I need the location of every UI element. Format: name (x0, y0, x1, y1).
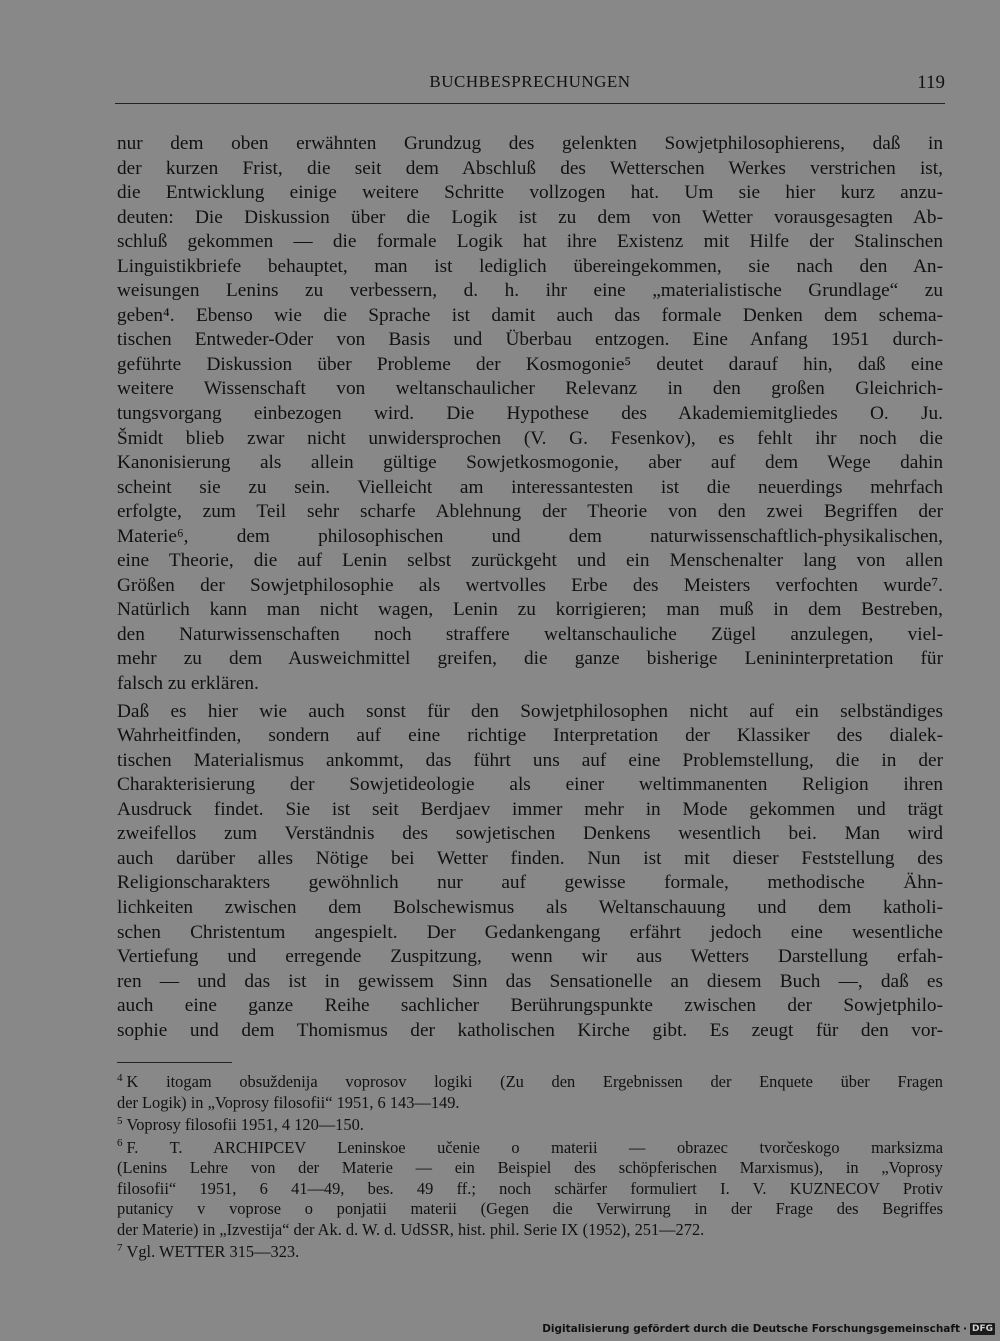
text-line: tungsvorgang einbezogen wird. Die Hypothese des Akademiemitgliedes O. Ju. (117, 403, 943, 425)
text-line: tischen Entweder-Oder von Basis und Überbau entzogen. Eine Anfang 1951 durch- (117, 329, 943, 351)
text-line: lichkeiten zwischen dem Bolschewismus als Weltanschauung und dem katholi- (117, 896, 943, 918)
digitization-text: Digitalisierung gefördert durch die Deutsche Forschungsgemeinschaft (542, 1323, 960, 1335)
footnote (117, 1072, 943, 1113)
text-line: Wahrheitfinden, sondern auf eine richtige Interpretation der Klassiker des dialek- (117, 725, 943, 747)
text-line: tischen Materialismus ankommt, das führt uns auf eine Problemstellung, die in der (117, 749, 943, 771)
text-line: auch darüber alles Nötige bei Wetter finden. Nun ist mit dieser Feststellung des (117, 847, 943, 869)
text-line: sophie und dem Thomismus der katholischen Kirche gibt. Es zeugt für den vor- (117, 1019, 943, 1041)
text-line: zweifellos zum Verständnis des sowjetischen Denkens wesentlich bei. Man wird (117, 823, 943, 845)
paragraph (117, 132, 943, 697)
text-line: scheint sie zu sein. Vielleicht am interessantesten ist die neuerdings mehrfach (117, 476, 943, 498)
footnote-rule (117, 1062, 232, 1063)
text-line: geführte Diskussion über Probleme der Kosmogonie⁵ deutet darauf hin, daß eine (117, 353, 943, 375)
digitization-note (542, 1323, 995, 1335)
text-line: Linguistikbriefe behauptet, man ist lediglich übereingekommen, sie nach den An- (117, 255, 943, 277)
footnote-line: K itogam obsuždenija voprosov logiki (Zu den Ergebnissen der Enquete über Fragen (126, 1072, 943, 1091)
footnote-number: 6 (117, 1137, 123, 1150)
text-line: Daß es hier wie auch sonst für den Sowjetphilosophen nicht auf ein selbständiges (117, 700, 943, 722)
footnotes (117, 1072, 943, 1265)
text-line: Religionscharakters gewöhnlich nur auf gewisse formale, methodische Ähn- (117, 872, 943, 894)
page-number: 119 (917, 72, 945, 93)
separator-dot: · (962, 1323, 967, 1335)
text-line: Natürlich kann man nicht wagen, Lenin zu korrigieren; man muß in dem Bestreben, (117, 599, 943, 621)
footnote (117, 1242, 943, 1263)
text-line: weitere Wissenschaft von weltanschaulicher Relevanz in den großen Gleichrich- (117, 378, 943, 400)
footnote-line: (Lenins Lehre von der Materie — ein Beispiel des schöpferischen Marxismus), in „Voprosy (117, 1158, 943, 1177)
text-line: ren — und das ist in gewissem Sinn das Sensationelle an diesem Buch —, daß es (117, 970, 943, 992)
text-line: Größen der Sowjetphilosophie als wertvolles Erbe des Meisters verfochten wurde⁷. (117, 574, 943, 596)
text-line: der kurzen Frist, die seit dem Abschluß des Wetterschen Werkes verstrichen ist, (117, 157, 943, 179)
running-header (115, 72, 945, 100)
footnote-line: Vgl. WETTER 315—323. (126, 1242, 300, 1261)
text-line: den Naturwissenschaften noch straffere weltanschauliche Zügel anzulegen, viel- (117, 623, 943, 645)
text-line: falsch zu erklären. (117, 673, 259, 695)
footnote-line: filosofii“ 1951, 6 41—49, bes. 49 ff.; noch schärfer formuliert I. V. KUZNECOV Protiv (117, 1178, 943, 1198)
footnote (117, 1138, 943, 1241)
text-line: Materie⁶, dem philosophischen und dem naturwissenschaftlich-physikalischen, (117, 525, 943, 547)
running-title: BUCHBESPRECHUNGEN (429, 72, 631, 91)
text-line: Kanonisierung als allein gültige Sowjetkosmogonie, aber auf dem Wege dahin (117, 452, 943, 474)
paragraph (117, 700, 943, 1044)
body-text (117, 132, 943, 1043)
footnote-line: putanicy v voprose o ponjatii materii (Gegen die Verwirrung in der Frage des Begriffes (117, 1199, 943, 1218)
text-line: deuten: Die Diskussion über die Logik ist zu dem von Wetter vorausgesagten Ab- (117, 206, 943, 228)
text-line: Charakterisierung der Sowjetideologie als einer weltimmanenten Religion ihren (117, 774, 943, 796)
footnote-line: der Materie) in „Izvestija“ der Ak. d. W. d. UdSSR, hist. phil. Serie IX (1952), 251—272. (117, 1219, 705, 1239)
footnote-line: F. T. ARCHIPCEV Leninskoe učenie o materii — obrazec tvorčeskogo marksizma (126, 1137, 943, 1157)
text-line: eine Theorie, die auf Lenin selbst zurückgeht und ein Menschenalter lang von allen (117, 550, 943, 572)
text-line: Šmidt blieb zwar nicht unwidersprochen (V. G. Fesenkov), es fehlt ihr noch die (117, 427, 943, 449)
text-line: Ausdruck findet. Sie ist seit Berdjaev immer mehr in Mode gekommen und trägt (117, 798, 943, 820)
footnote-number: 4 (117, 1071, 123, 1084)
text-line: erfolgte, zum Teil sehr scharfe Ablehnung der Theorie von den zwei Begriffen der (117, 501, 943, 523)
text-line: schen Christentum angespielt. Der Gedankengang erfährt jedoch eine wesentliche (117, 921, 943, 943)
footnote-number: 7 (117, 1241, 123, 1254)
header-rule (115, 103, 945, 104)
text-line: mehr zu dem Ausweichmittel greifen, die ganze bisherige Lenininterpretation für (117, 648, 943, 670)
text-line: auch eine ganze Reihe sachlicher Berührungspunkte zwischen der Sowjetphilo- (117, 995, 943, 1017)
text-line: Vertiefung und erregende Zuspitzung, wenn wir aus Wetters Darstellung erfah- (117, 946, 943, 968)
text-line: nur dem oben erwähnten Grundzug des gelenkten Sowjetphilosophierens, daß in (117, 133, 943, 154)
footnote-line: der Logik) in „Voprosy filosofii“ 1951, 6 143—149. (117, 1092, 460, 1112)
text-line: die Entwicklung einige weitere Schritte vollzogen hat. Um sie hier kurz anzu- (117, 182, 943, 204)
dfg-logo-icon: DFG (971, 1324, 993, 1334)
footnote-number: 5 (117, 1114, 123, 1127)
text-line: weisungen Lenins zu verbessern, d. h. ihr eine „materialistische Grundlage“ zu (117, 280, 943, 302)
footnote (117, 1115, 943, 1136)
text-line: geben⁴. Ebenso wie die Sprache ist damit auch das formale Denken dem schema- (117, 304, 943, 326)
text-line: schluß gekommen — die formale Logik hat ihre Existenz mit Hilfe der Stalinschen (117, 231, 943, 253)
footnote-line: Voprosy filosofii 1951, 4 120—150. (126, 1115, 364, 1134)
